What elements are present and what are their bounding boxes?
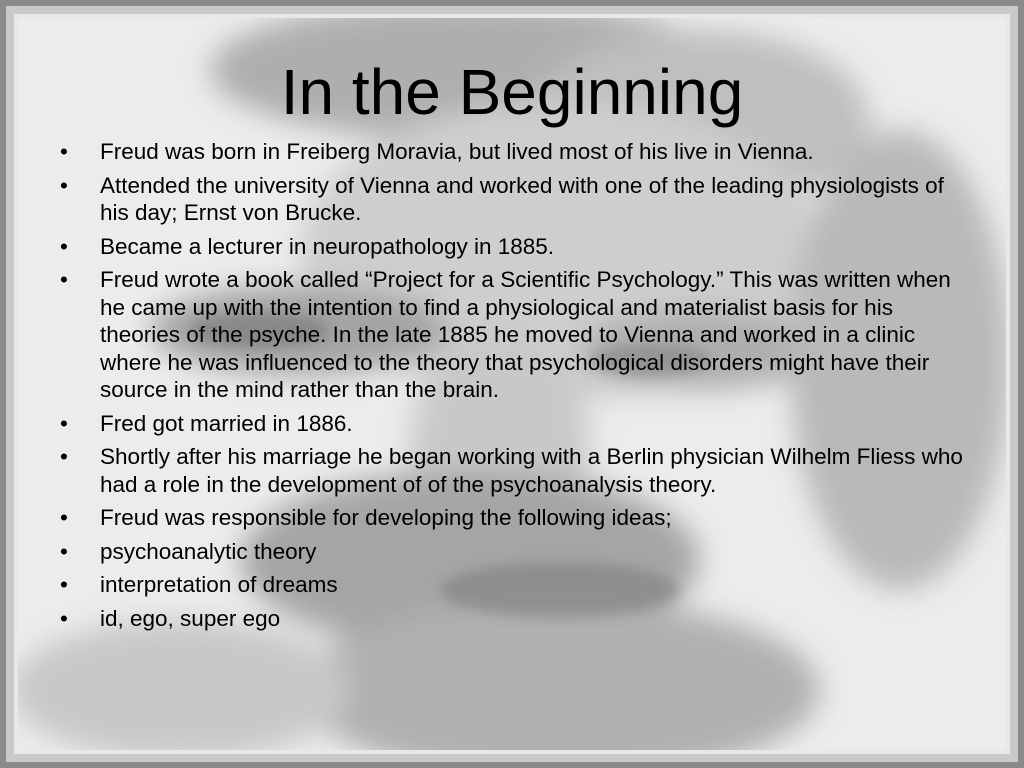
bullet-dot: • bbox=[60, 233, 68, 259]
slide-title: In the Beginning bbox=[280, 56, 744, 128]
bullet-dot: • bbox=[60, 410, 68, 436]
bullet-text: Attended the university of Vienna and worked with one of the leading physiologists of his day; Ernst von Brucke. bbox=[100, 172, 944, 225]
bullet-text: psychoanalytic theory bbox=[100, 538, 317, 564]
bullet-dot: • bbox=[60, 572, 68, 597]
bullet-text: Became a lecturer in neuropathology in 1885. bbox=[100, 233, 555, 259]
bullet-item bbox=[58, 571, 978, 599]
bullet-text: Freud was born in Freiberg Moravia, but lived most of his live in Vienna. bbox=[100, 139, 814, 164]
bullet-dot: • bbox=[60, 139, 68, 164]
bullet-item bbox=[58, 266, 978, 404]
bullet-text: id, ego, super ego bbox=[100, 605, 281, 631]
bullet-item bbox=[58, 538, 978, 566]
bullet-text: Shortly after his marriage he began working with a Berlin physician Wilhelm Fliess who had a role in the development of of the psychoanalysis theory. bbox=[100, 444, 963, 497]
bullet-text: Fred got married in 1886. bbox=[100, 410, 353, 436]
bullet-item bbox=[58, 443, 978, 498]
bullet-dot: • bbox=[60, 505, 68, 530]
bullet-text: interpretation of dreams bbox=[100, 572, 338, 597]
bullet-text: Freud wrote a book called “Project for a Scientific Psychology.” This was written when he came up with the intention to find a physiological and materialist basis for his theories of the psyche. In the late 1885 he moved to Vienna and worked in a clinic where he was influenced to the theory that psychological disorders might have their source in the mind rather than the brain. bbox=[100, 267, 951, 402]
bullet-item bbox=[58, 605, 978, 633]
bullet-item bbox=[58, 504, 978, 532]
bullet-item bbox=[58, 233, 978, 261]
bullet-list bbox=[58, 138, 978, 638]
bullet-item bbox=[58, 138, 978, 166]
bullet-text: Freud was responsible for developing the following ideas; bbox=[100, 505, 672, 530]
bullet-dot: • bbox=[60, 172, 68, 198]
bullet-dot: • bbox=[60, 444, 68, 469]
bullet-item bbox=[58, 410, 978, 438]
bullet-item bbox=[58, 172, 978, 227]
bullet-dot: • bbox=[60, 267, 68, 292]
bullet-dot: • bbox=[60, 605, 68, 631]
bullet-dot: • bbox=[60, 538, 68, 564]
